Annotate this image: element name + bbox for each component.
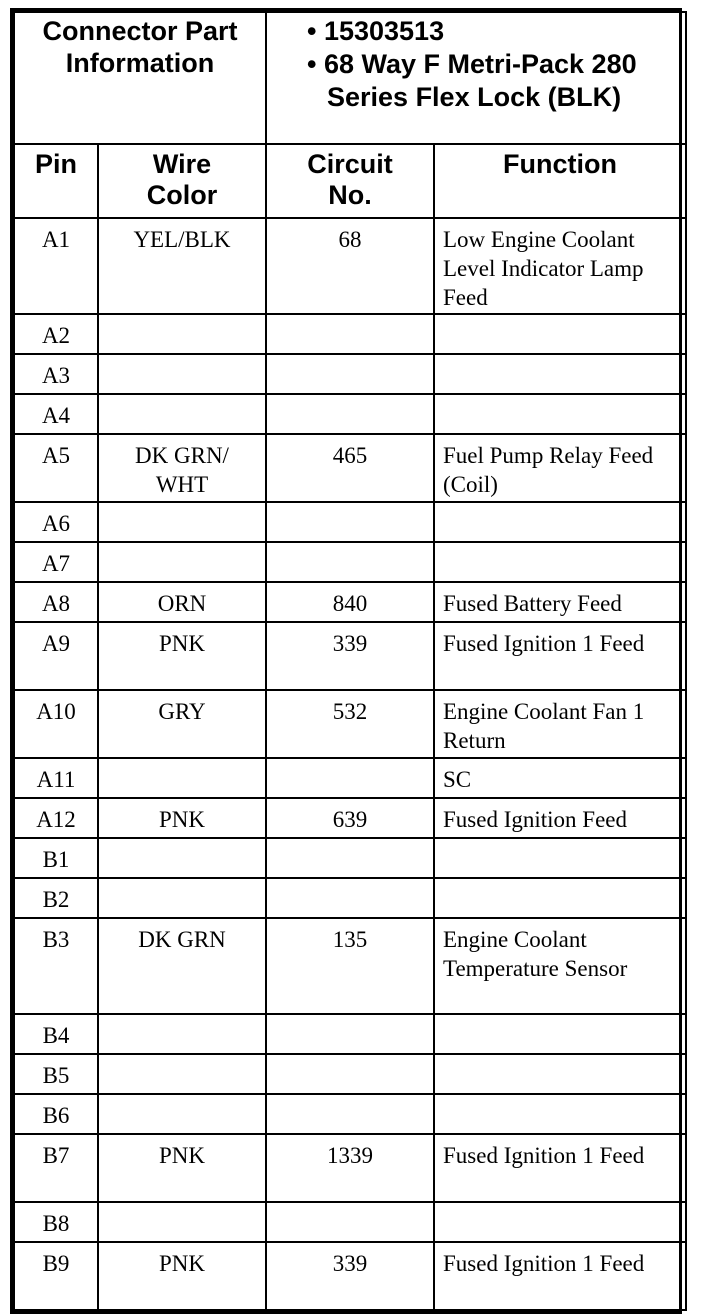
pin-cell: B1 [14,838,98,878]
column-header-circuit [266,144,434,218]
wire-color-text: ORN [157,591,207,616]
table-row [14,434,686,502]
wire-color-text: PNK [158,1143,205,1168]
pin-cell: B9 [14,1242,98,1310]
wire-color-text: YEL/BLK [133,227,231,252]
wire-color-cell [98,1134,266,1202]
circuit-cell: 1339 [266,1134,434,1202]
wire-color-cell [98,1014,266,1054]
wire-color-cell [98,878,266,918]
function-cell: Fuel Pump Relay Feed (Coil) [434,434,686,502]
circuit-cell: 639 [266,798,434,838]
table-row [14,502,686,542]
pin-cell: B7 [14,1134,98,1202]
function-cell: Engine Coolant Temperature Sensor [434,918,686,1014]
function-cell: Fused Battery Feed [434,582,686,622]
function-cell: Fused Ignition 1 Feed [434,1134,686,1202]
table-row [14,1242,686,1310]
connector-table [13,11,687,1311]
table-row [14,622,686,690]
function-cell [434,354,686,394]
circuit-cell: 339 [266,622,434,690]
table-row [14,878,686,918]
pin-cell: A3 [14,354,98,394]
pin-cell: A6 [14,502,98,542]
table-row [14,758,686,798]
wire-color-cell [98,1094,266,1134]
wire-color-text: GRY [158,699,206,724]
table-row [14,314,686,354]
circuit-cell [266,502,434,542]
circuit-cell: 532 [266,690,434,758]
circuit-cell: 840 [266,582,434,622]
function-cell: Low Engine Coolant Level Indicator Lamp Feed [434,218,686,314]
column-header-function: Function [434,144,686,218]
wire-color-cell [98,354,266,394]
circuit-cell [266,1202,434,1242]
pin-cell: B8 [14,1202,98,1242]
circuit-cell [266,878,434,918]
pin-cell: A10 [14,690,98,758]
pin-cell: B4 [14,1014,98,1054]
table-row [14,1014,686,1054]
function-cell [434,878,686,918]
pin-cell: A2 [14,314,98,354]
table-row [14,354,686,394]
connector-part-label-line-1: Connector Part [42,16,238,46]
wire-color-cell [98,394,266,434]
circuit-cell: 339 [266,1242,434,1310]
function-cell [434,394,686,434]
function-cell [434,314,686,354]
pin-cell: A8 [14,582,98,622]
table-row [14,1094,686,1134]
table-row [14,690,686,758]
pin-cell: A7 [14,542,98,582]
function-cell: Engine Coolant Fan 1 Return [434,690,686,758]
connector-part-label-line-2: Information [65,48,215,78]
table-row [14,542,686,582]
pin-cell: B5 [14,1054,98,1094]
wire-color-cell [98,1202,266,1242]
wire-color-text: DK GRN [138,927,226,952]
table-row [14,394,686,434]
circuit-cell [266,394,434,434]
wire-color-cell [98,542,266,582]
function-cell [434,838,686,878]
wire-color-cell [98,798,266,838]
connector-description: • 68 Way F Metri-Pack 280 Series Flex Lock (BLK) [307,49,637,112]
table-row [14,218,686,314]
table-row [14,838,686,878]
column-header-circuit-text: Circuit No. [307,149,393,210]
pin-cell: A1 [14,218,98,314]
wire-color-cell [98,1242,266,1310]
circuit-cell: 68 [266,218,434,314]
table-row [14,1054,686,1094]
circuit-cell [266,1094,434,1134]
table-row [14,918,686,1014]
wire-color-cell [98,1054,266,1094]
wire-color-cell [98,502,266,542]
table-row [14,798,686,838]
pin-cell: A4 [14,394,98,434]
function-cell [434,1094,686,1134]
circuit-cell [266,1014,434,1054]
column-header-wire-color [98,144,266,218]
wire-color-cell [98,582,266,622]
function-cell [434,1014,686,1054]
wire-color-cell [98,758,266,798]
function-cell [434,1202,686,1242]
function-cell [434,1054,686,1094]
column-header-wire-color-text: Wire Color [146,149,218,210]
wire-color-cell [98,622,266,690]
table-row [14,582,686,622]
function-cell [434,542,686,582]
column-header-pin: Pin [14,144,98,218]
part-number: • 15303513 [307,16,445,46]
pin-cell: B2 [14,878,98,918]
circuit-cell [266,1054,434,1094]
wire-color-text: PNK [158,807,205,832]
circuit-cell [266,838,434,878]
wire-color-cell [98,434,266,502]
function-cell: Fused Ignition 1 Feed [434,622,686,690]
pin-cell: A11 [14,758,98,798]
wire-color-cell [98,218,266,314]
pin-cell: A12 [14,798,98,838]
connector-part-info [266,12,686,144]
function-cell [434,502,686,542]
connector-part-label [14,12,266,144]
wire-color-cell [98,314,266,354]
pin-cell: B3 [14,918,98,1014]
pin-cell: A5 [14,434,98,502]
table-row [14,1202,686,1242]
wire-color-cell [98,690,266,758]
wire-color-cell [98,838,266,878]
circuit-cell [266,758,434,798]
circuit-cell [266,354,434,394]
wire-color-text: DK GRN/ WHT [135,443,229,497]
circuit-cell [266,542,434,582]
function-cell: Fused Ignition Feed [434,798,686,838]
connector-table-sheet [10,8,682,1314]
circuit-cell: 465 [266,434,434,502]
circuit-cell [266,314,434,354]
pin-cell: A9 [14,622,98,690]
wire-color-text: PNK [158,1251,205,1276]
pin-cell: B6 [14,1094,98,1134]
circuit-cell: 135 [266,918,434,1014]
wire-color-text: PNK [158,631,205,656]
table-row [14,1134,686,1202]
function-cell: Fused Ignition 1 Feed [434,1242,686,1310]
function-cell: SC [434,758,686,798]
wire-color-cell [98,918,266,1014]
